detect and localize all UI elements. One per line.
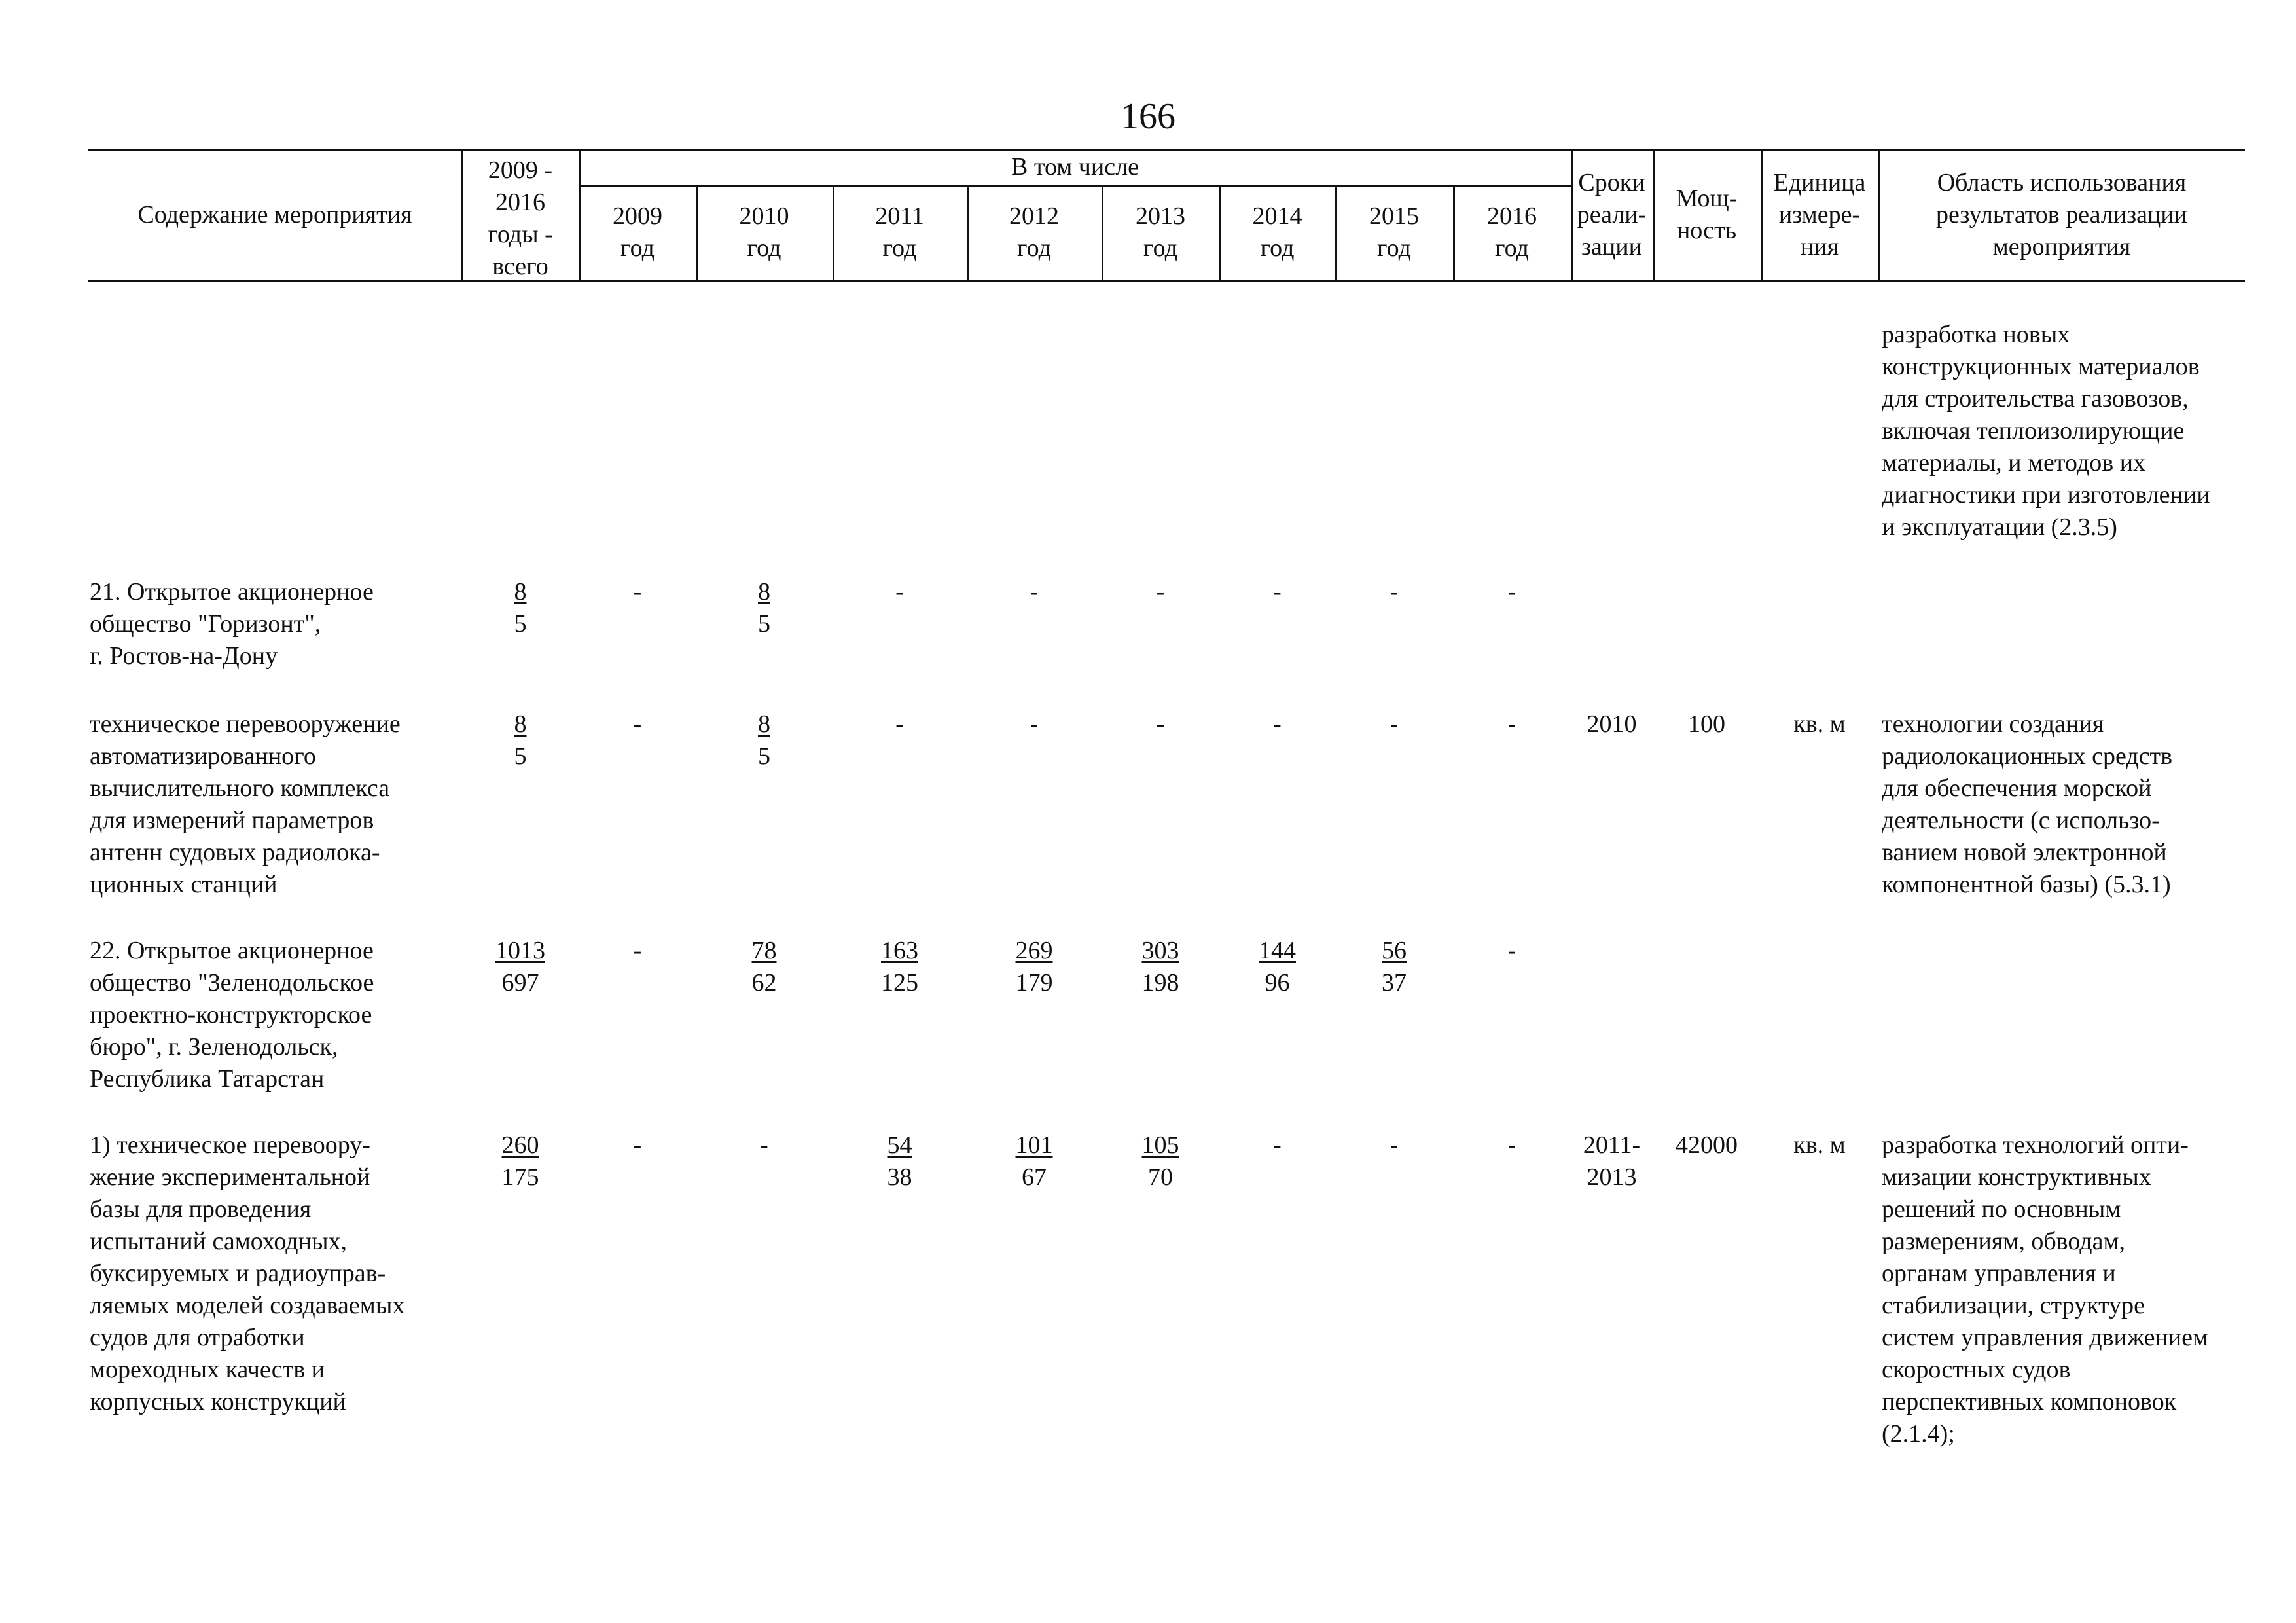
row-year-value: -: [1390, 578, 1399, 606]
header-year: 2011 год: [875, 202, 924, 262]
row-year-value: [1219, 935, 1335, 999]
row-year-value-numerator: 303: [1141, 937, 1179, 964]
row-content: 21. Открытое акционерное общество "Горизонт", г. Ростов-на-Дону: [90, 578, 374, 670]
row-year-value-denominator: 198: [1141, 969, 1179, 996]
row-year-value: -: [895, 710, 904, 738]
row-year-value: -: [1030, 710, 1039, 738]
row-area: разработка технологий опти- мизации конструктивных решений по основным размерениям, обводам, органам управления и стабилизации, структуре систем управления движением скоростных судов перспективных компоновок (2.1.4);: [1882, 1131, 2209, 1448]
row-year-value-numerator: 101: [1015, 1131, 1053, 1159]
row-year-value: [1102, 935, 1219, 999]
row-terms: 2010: [1587, 710, 1637, 738]
row-year-value: -: [633, 937, 642, 964]
row-year-value-denominator: 38: [887, 1163, 912, 1191]
row-year-value: -: [1507, 578, 1516, 606]
row-year-value: -: [1273, 578, 1282, 606]
row-total-numerator: 8: [514, 578, 527, 606]
row-total-numerator: 8: [514, 710, 527, 738]
row-total-denominator: 175: [501, 1163, 539, 1191]
row-total-denominator: 697: [501, 969, 539, 996]
row-area: технологии создания радиолокационных средств для обеспечения морской деятельности (с использо- ванием новой электронной компонентной базы) (5.3.1): [1882, 710, 2173, 898]
row-year-value-denominator: 67: [1022, 1163, 1047, 1191]
row-year-value: [696, 576, 833, 640]
row-year-value-denominator: 5: [758, 742, 770, 770]
row-unit: кв. м: [1793, 1131, 1846, 1159]
row-year-value: [696, 935, 833, 999]
header-year: 2010 год: [739, 202, 789, 262]
row-year-value-numerator: 8: [758, 578, 770, 606]
row-year-value: -: [1156, 578, 1165, 606]
header-including: В том числе: [1011, 153, 1139, 181]
row-year-value: [967, 1129, 1102, 1194]
row-total: [461, 1129, 579, 1194]
row-year-value: -: [1507, 710, 1516, 738]
row-year-value: -: [633, 1131, 642, 1159]
row-year-value: -: [1507, 937, 1516, 964]
row-year-value: -: [1030, 578, 1039, 606]
row-total: [461, 576, 579, 640]
row-total-denominator: 5: [514, 742, 527, 770]
header-content: Содержание мероприятия: [137, 200, 412, 228]
row-capacity: 100: [1688, 710, 1725, 738]
row-year-value: [833, 935, 967, 999]
row-unit: кв. м: [1793, 710, 1846, 738]
row-year-value: -: [1273, 710, 1282, 738]
row-year-value: [1335, 935, 1453, 999]
header-bottom-rule: [88, 280, 2245, 282]
row-year-value-numerator: 8: [758, 710, 770, 738]
header-area: Область использования результатов реализации мероприятия: [1936, 168, 2187, 261]
row-year-value: -: [1507, 1131, 1516, 1159]
row-terms: 2011- 2013: [1583, 1131, 1641, 1191]
header-year: 2013 год: [1136, 202, 1185, 262]
header-total: 2009 - 2016 годы - всего: [488, 156, 553, 280]
row-year-value-denominator: 5: [758, 610, 770, 638]
row-year-value: -: [1390, 1131, 1399, 1159]
row-year-value: -: [633, 710, 642, 738]
row-year-value-numerator: 56: [1382, 937, 1407, 964]
header-year: 2014 год: [1252, 202, 1302, 262]
row-capacity: 42000: [1676, 1131, 1738, 1159]
row-year-value-denominator: 179: [1015, 969, 1053, 996]
header-capacity: Мощ- ность: [1676, 185, 1738, 244]
header-year: 2016 год: [1487, 202, 1537, 262]
row-year-value-denominator: 62: [751, 969, 777, 996]
row-year-value: [967, 935, 1102, 999]
row-year-value: -: [633, 578, 642, 606]
row-year-value-numerator: 144: [1259, 937, 1296, 964]
row-year-value-denominator: 37: [1382, 969, 1407, 996]
header-unit: Единица измере- ния: [1773, 168, 1866, 261]
row-year-value-numerator: 78: [751, 937, 777, 964]
row-year-value: -: [1273, 1131, 1282, 1159]
row-year-value: [833, 1129, 967, 1194]
header-terms: Сроки реали- зации: [1577, 168, 1647, 261]
row-total-denominator: 5: [514, 610, 527, 638]
row-total: [461, 708, 579, 773]
header-year: 2015 год: [1369, 202, 1419, 262]
row-year-value-numerator: 105: [1141, 1131, 1179, 1159]
row-year-value-denominator: 96: [1265, 969, 1290, 996]
row-year-value: -: [1390, 710, 1399, 738]
row-year-value: [1102, 1129, 1219, 1194]
row-year-value-denominator: 125: [881, 969, 918, 996]
header-year: 2012 год: [1009, 202, 1059, 262]
row-total-numerator: 1013: [495, 937, 545, 964]
row-year-value: -: [1156, 710, 1165, 738]
row-total: [461, 935, 579, 999]
row-total-numerator: 260: [501, 1131, 539, 1159]
row-content: 22. Открытое акционерное общество "Зеленодольское проектно-конструкторское бюро", г. Зеленодольск, Республика Татарстан: [90, 937, 374, 1093]
row-year-value-denominator: 70: [1148, 1163, 1173, 1191]
row-year-value: -: [760, 1131, 768, 1159]
row-year-value-numerator: 163: [881, 937, 918, 964]
row-year-value: [696, 708, 833, 773]
header-year: 2009 год: [613, 202, 662, 262]
row-content: 1) техническое перевоору- жение экспериментальной базы для проведения испытаний самоходных, буксируемых и радиоуправ- ляемых моделей создаваемых судов для отработки мореходных качеств и корпусных конструкций: [90, 1131, 405, 1415]
row-year-value: -: [895, 578, 904, 606]
row-content: техническое перевооружение автоматизированного вычислительного комплекса для измерений параметров антенн судовых радиолока- ционных станций: [90, 710, 401, 898]
row-year-value-numerator: 269: [1015, 937, 1053, 964]
page-number: 166: [1121, 96, 1175, 137]
row-year-value-numerator: 54: [887, 1131, 912, 1159]
continuation-area-text: разработка новых конструкционных материалов для строительства газовозов, включая теплоизолирующие материалы, и методов их диагностики при изготовлении и эксплуатации (2.3.5): [1882, 321, 2210, 541]
